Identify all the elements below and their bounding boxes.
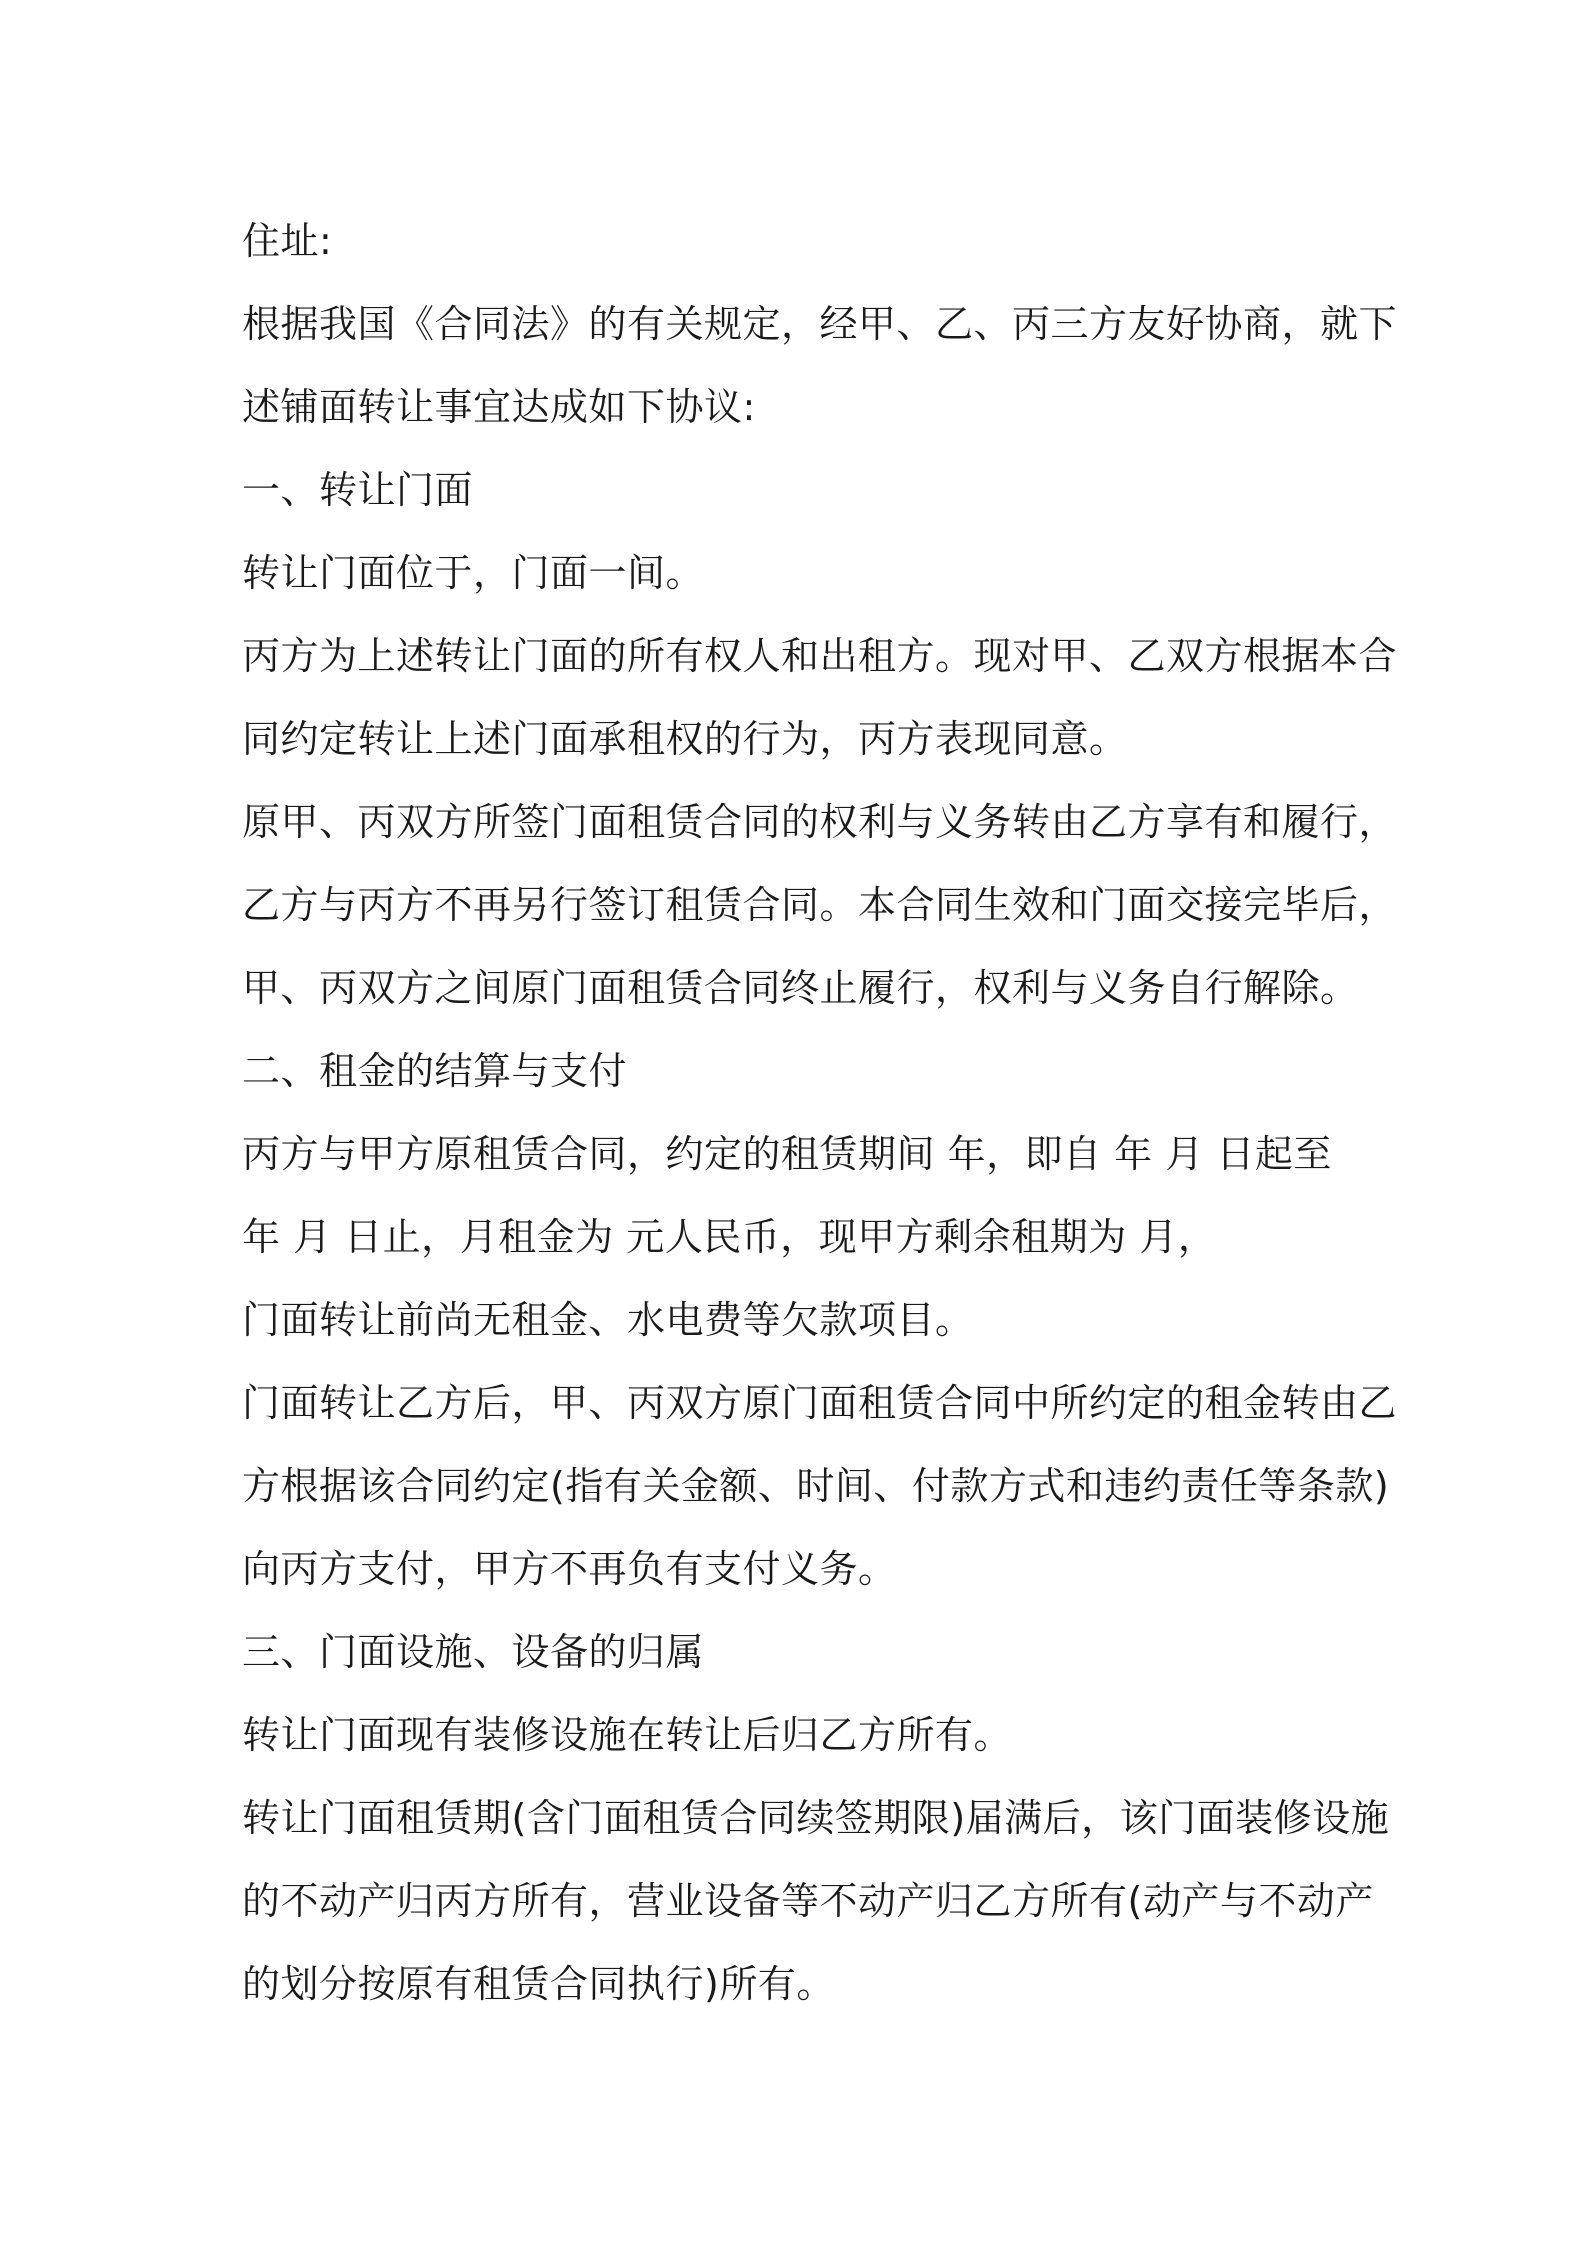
paragraph-line: 原甲、丙双方所签门面租赁合同的权利与义务转由乙方享有和履行， <box>242 800 1398 844</box>
intro-line-2: 述铺面转让事宜达成如下协议: <box>242 385 756 429</box>
section-heading-3: 三、门面设施、设备的归属 <box>242 1630 705 1674</box>
paragraph-line: 甲、丙双方之间原门面租赁合同终止履行，权利与义务自行解除。 <box>242 966 1359 1010</box>
paragraph-line: 转让门面租赁期(含门面租赁合同续签期限)届满后，该门面装修设施 <box>242 1796 1390 1840</box>
paragraph-line: 同约定转让上述门面承租权的行为，丙方表现同意。 <box>242 717 1128 761</box>
paragraph-line: 转让门面现有装修设施在转让后归乙方所有。 <box>242 1713 1013 1757</box>
paragraph-line: 向丙方支付，甲方不再负有支付义务。 <box>242 1547 897 1591</box>
paragraph-line: 乙方与丙方不再另行签订租赁合同。本合同生效和门面交接完毕后， <box>242 883 1398 927</box>
address-line: 住址: <box>242 219 333 263</box>
paragraph-line: 门面转让乙方后，甲、丙双方原门面租赁合同中所约定的租金转由乙 <box>242 1381 1398 1425</box>
paragraph-line: 丙方与甲方原租赁合同，约定的租赁期间 年，即自 年 月 日起至 <box>242 1132 1332 1176</box>
paragraph-line: 的不动产归丙方所有，营业设备等不动产归乙方所有(动产与不动产 <box>242 1879 1374 1923</box>
paragraph-line: 方根据该合同约定(指有关金额、时间、付款方式和违约责任等条款) <box>242 1464 1390 1508</box>
paragraph-line: 门面转让前尚无租金、水电费等欠款项目。 <box>242 1298 974 1342</box>
paragraph-line: 年 月 日止，月租金为 元人民币，现甲方剩余租期为 月， <box>242 1215 1217 1259</box>
paragraph-line: 丙方为上述转让门面的所有权人和出租方。现对甲、乙双方根据本合 <box>242 634 1398 678</box>
section-heading-1: 一、转让门面 <box>242 468 474 512</box>
section-heading-2: 二、租金的结算与支付 <box>242 1049 628 1093</box>
intro-line-1: 根据我国《合同法》的有关规定，经甲、乙、丙三方友好协商，就下 <box>242 302 1398 346</box>
paragraph-line: 的划分按原有租赁合同执行)所有。 <box>242 1962 835 2006</box>
contract-body <box>242 200 1398 2026</box>
paragraph-line: 转让门面位于，门面一间。 <box>242 551 705 595</box>
